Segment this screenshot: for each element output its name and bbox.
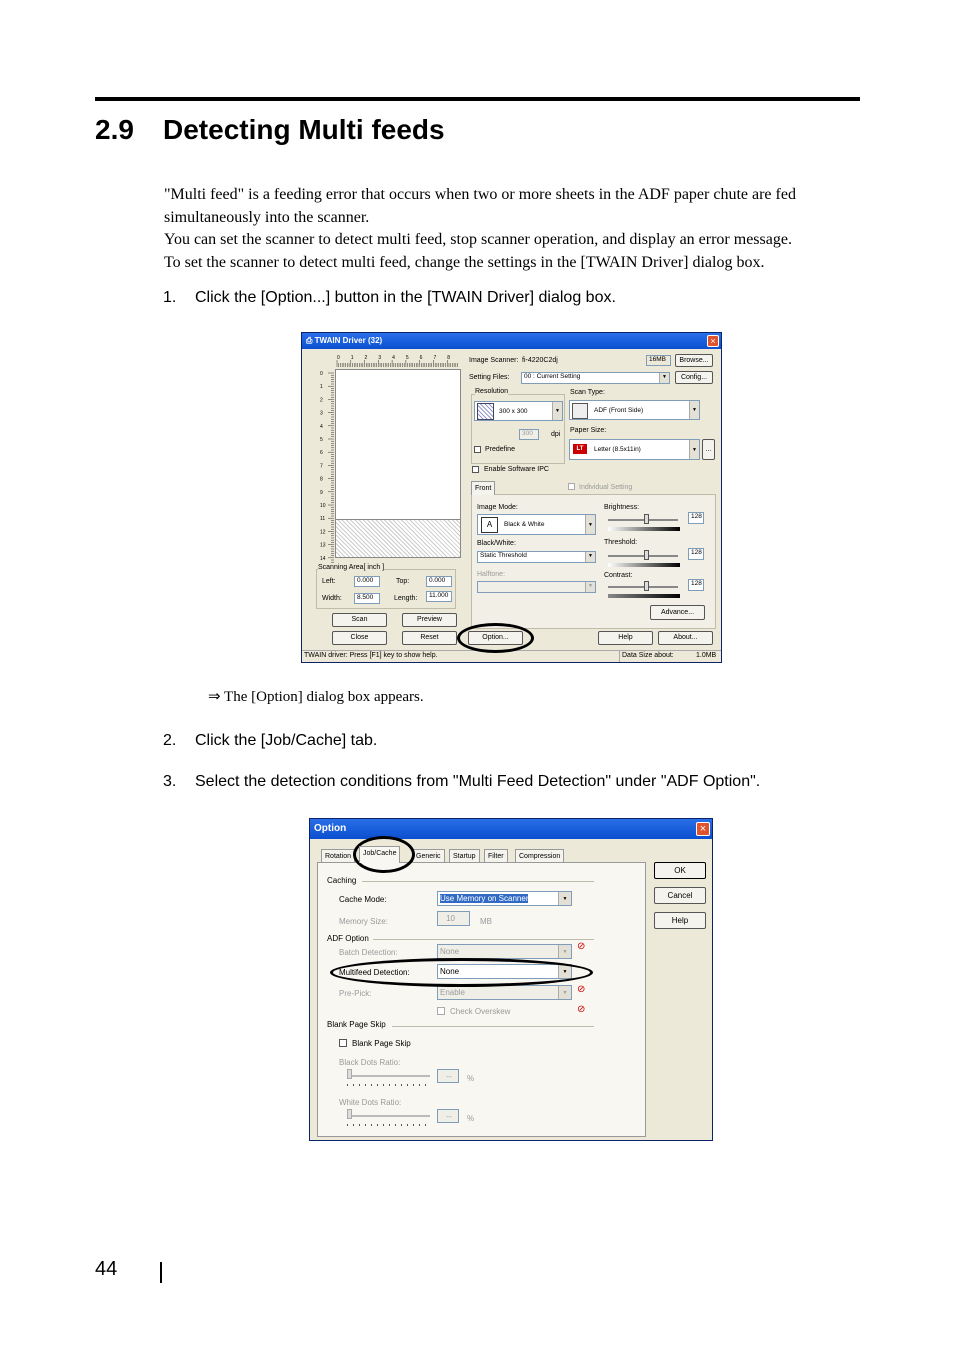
ruler-tick-label: 13 (320, 542, 326, 549)
chevron-down-icon: ▼ (585, 515, 595, 534)
scanning-area-label: Scanning Area[ inch ] (318, 564, 385, 571)
chevron-down-icon: ▼ (585, 552, 595, 562)
help-button[interactable]: Help (598, 631, 653, 645)
brightness-slider-thumb[interactable] (644, 514, 649, 524)
halftone-label: Halftone: (477, 571, 506, 578)
white-dots-label: White Dots Ratio: (339, 1098, 402, 1107)
ruler-tick-label: 11 (320, 516, 326, 523)
tab-job-cache[interactable]: Job/Cache (359, 846, 400, 863)
ruler-horizontal (335, 353, 459, 367)
white-dots-field: -- (437, 1109, 459, 1123)
ruler-tick-label: 8 (447, 355, 451, 361)
resolution-value: 300 x 300 (499, 408, 528, 415)
black-dots-percent: % (467, 1074, 475, 1083)
step-3 (163, 773, 760, 791)
reset-button[interactable]: Reset (402, 631, 457, 645)
data-size-value: 1.0MB (696, 652, 717, 659)
left-field[interactable]: 0.000 (354, 576, 380, 587)
ruler-tick-label: 1 (320, 384, 323, 391)
ruler-vertical (320, 369, 334, 567)
step-text: Select the detection conditions from "Multi Feed Detection" under "ADF Option". (195, 773, 761, 790)
option-button[interactable]: Option... (468, 631, 523, 645)
option-dialog (309, 818, 713, 1141)
threshold-slider-thumb[interactable] (644, 550, 649, 560)
option-title: Option (314, 823, 347, 834)
ruler-tick-label: 12 (320, 529, 326, 536)
intro-line: simultaneously into the scanner. (164, 208, 370, 226)
intro-line: "Multi feed" is a feeding error that occurs when two or more sheets in the ADF paper chute are fed (164, 186, 796, 203)
memory-badge: 16MB (646, 355, 671, 366)
resolution-icon (477, 403, 494, 420)
chevron-down-icon: ▼ (659, 373, 669, 383)
threshold-slider[interactable] (608, 555, 678, 557)
contrast-label: Contrast: (604, 572, 633, 579)
enable-ipc-label: Enable Software IPC (484, 466, 549, 473)
caching-label: Caching (327, 876, 357, 885)
chevron-down-icon: ▼ (558, 892, 571, 905)
contrast-gradient (608, 594, 680, 598)
top-field[interactable]: 0.000 (426, 576, 452, 587)
advance-button[interactable]: Advance... (650, 605, 705, 620)
adf-option-label: ADF Option (327, 934, 369, 943)
paper-more-button[interactable]: ... (702, 439, 715, 460)
width-field[interactable]: 8.500 (354, 593, 380, 604)
step-text: Click the [Option...] button in the [TWAIN Driver] dialog box. (195, 289, 616, 306)
scan-button[interactable]: Scan (332, 613, 387, 627)
enable-ipc-checkbox[interactable] (472, 466, 479, 473)
dpi-field: 300 (519, 429, 539, 440)
cache-mode-select[interactable] (437, 891, 572, 906)
scanning-area-group (316, 569, 456, 609)
setting-files-label: Setting Files: (469, 374, 510, 381)
memory-size-field: 10 (437, 911, 470, 926)
chevron-down-icon: ▼ (558, 986, 571, 999)
scan-type-value: ADF (Front Side) (594, 407, 644, 414)
chevron-down-icon: ▼ (689, 440, 699, 459)
data-size-label: Data Size about: (622, 652, 674, 659)
step-number: 1. (163, 289, 177, 306)
image-mode-value: Black & White (504, 521, 545, 528)
chevron-down-icon: ▼ (552, 402, 562, 420)
predefine-checkbox[interactable] (474, 446, 481, 453)
multifeed-detection-label: Multifeed Detection: (339, 968, 410, 977)
option-titlebar (310, 819, 712, 839)
step-number: 3. (163, 773, 177, 790)
ruler-tick-label: 2 (320, 397, 323, 404)
ruler-tick-label: 7 (320, 463, 323, 470)
memory-size-label: Memory Size: (339, 917, 388, 926)
contrast-slider-thumb[interactable] (644, 581, 649, 591)
highlight-oval-multifeed (330, 958, 593, 987)
preview-area[interactable] (335, 369, 461, 521)
halftone-select (477, 581, 596, 593)
cancel-button[interactable]: Cancel (654, 887, 706, 904)
highlight-oval (457, 623, 534, 653)
ruler-tick-label: 3 (378, 355, 382, 361)
ruler-tick-label: 2 (364, 355, 368, 361)
black-dots-label: Black Dots Ratio: (339, 1058, 401, 1067)
black-dots-slider (347, 1075, 430, 1077)
tab-startup[interactable]: Startup (449, 849, 480, 863)
step-text: Click the [Job/Cache] tab. (195, 732, 378, 749)
section-number: 2.9 (95, 114, 134, 145)
bw-select[interactable] (477, 551, 596, 563)
status-text: TWAIN driver: Press [F1] key to show help. (304, 652, 438, 659)
paper-size-select[interactable] (569, 439, 700, 460)
individual-setting-checkbox (568, 483, 575, 490)
image-scanner-label: Image Scanner: (469, 357, 519, 364)
intro-line: You can set the scanner to detect multi feed, stop scanner operation, and display an error message. (164, 231, 792, 248)
caching-divider (362, 881, 594, 882)
black-dots-slider-thumb (347, 1069, 352, 1079)
twain-titlebar (302, 333, 721, 349)
browse-button[interactable]: Browse... (675, 354, 713, 367)
image-scanner-value: fi-4220C2dj (522, 357, 558, 364)
close-icon[interactable]: × (707, 335, 719, 347)
individual-setting-label: Individual Setting (579, 484, 633, 491)
tab-front[interactable]: Front (471, 481, 495, 495)
ruler-tick-label: 9 (320, 489, 323, 496)
adf-divider (373, 939, 594, 940)
chevron-down-icon: ▼ (689, 401, 699, 419)
batch-detection-value: None (440, 947, 460, 956)
multifeed-detection-value: None (440, 967, 460, 976)
paper-size-label: Paper Size: (570, 427, 607, 434)
scan-type-label: Scan Type: (570, 389, 605, 396)
tab-compression[interactable]: Compression (515, 849, 564, 863)
black-dots-ticks (347, 1084, 430, 1086)
length-field[interactable]: 11.000 (426, 591, 452, 602)
check-overskew-label: Check Overskew (450, 1007, 511, 1016)
threshold-gradient (608, 563, 680, 567)
check-overskew-checkbox (437, 1007, 445, 1015)
step-1 (163, 289, 616, 307)
ruler-tick-label: 6 (320, 450, 323, 457)
preview-button[interactable]: Preview (402, 613, 457, 627)
bw-label: Black/White: (477, 540, 516, 547)
ruler-tick-label: 6 (419, 355, 423, 361)
brightness-field[interactable]: 128 (688, 512, 704, 524)
ruler-tick-label: 4 (320, 423, 323, 430)
letter-icon: LT (573, 444, 587, 454)
setting-files-select[interactable] (521, 372, 670, 384)
white-dots-ticks (347, 1124, 430, 1126)
close-icon[interactable]: × (696, 822, 710, 836)
brightness-slider[interactable] (608, 519, 678, 521)
not-supported-icon: ⊘ (577, 941, 586, 952)
twain-driver-dialog (301, 332, 722, 663)
blank-page-skip-group-label: Blank Page Skip (327, 1020, 386, 1029)
memory-unit: MB (480, 917, 492, 926)
bw-mode-icon: A (481, 517, 498, 533)
black-dots-field: -- (437, 1069, 459, 1083)
out-of-range-area (335, 519, 461, 558)
threshold-field[interactable]: 128 (688, 548, 704, 560)
contrast-field[interactable]: 128 (688, 579, 704, 591)
adf-icon (572, 403, 588, 419)
intro-line: To set the scanner to detect multi feed, change the settings in the [TWAIN Driver] dialog box. (164, 253, 765, 271)
header-rule (95, 97, 860, 101)
cache-mode-value: Use Memory on Scanner (440, 894, 529, 903)
close-button[interactable]: Close (332, 631, 387, 645)
chevron-down-icon: ▼ (585, 582, 595, 592)
bw-value: Static Threshold (480, 552, 527, 559)
image-mode-label: Image Mode: (477, 504, 518, 511)
result-text: ⇒ The [Option] dialog box appears. (208, 689, 424, 705)
not-supported-icon: ⊘ (577, 984, 586, 995)
page-number: 44 (95, 1258, 118, 1280)
ruler-tick-label: 1 (350, 355, 354, 361)
scanner-icon: ⎙ (306, 336, 315, 345)
pre-pick-select (437, 985, 572, 1000)
scan-type-select[interactable] (569, 400, 700, 420)
cache-mode-label: Cache Mode: (339, 895, 387, 904)
status-divider (619, 651, 620, 662)
resolution-label: Resolution (475, 388, 509, 395)
white-dots-percent: % (467, 1114, 475, 1123)
tab-generic[interactable]: Generic (412, 849, 445, 863)
ruler-tick-label: 0 (337, 355, 340, 361)
ruler-tick-label: 3 (320, 410, 323, 417)
ruler-tick-label: 5 (405, 355, 409, 361)
chevron-down-icon: ▼ (558, 965, 571, 978)
blank-page-skip-checkbox[interactable] (339, 1039, 347, 1047)
blank-divider (392, 1026, 594, 1027)
pre-pick-label: Pre-Pick: (339, 989, 372, 998)
brightness-label: Brightness: (604, 504, 640, 511)
width-label: Width: (322, 595, 342, 602)
about-button[interactable]: About... (658, 631, 713, 645)
left-label: Left: (322, 578, 336, 585)
ok-button[interactable]: OK (654, 862, 706, 879)
batch-detection-label: Batch Detection: (339, 948, 398, 957)
length-label: Length: (394, 595, 418, 602)
blank-page-skip-label: Blank Page Skip (352, 1039, 411, 1048)
ruler-tick-label: 4 (392, 355, 395, 361)
help-button[interactable]: Help (654, 912, 706, 929)
contrast-slider[interactable] (608, 586, 678, 588)
predefine-label: Predefine (485, 446, 515, 453)
step-number: 2. (163, 732, 177, 749)
white-dots-slider-thumb (347, 1109, 352, 1119)
section-heading: Detecting Multi feeds (163, 114, 445, 145)
ruler-tick-label: 7 (433, 355, 437, 361)
brightness-gradient (608, 527, 680, 531)
not-supported-icon: ⊘ (577, 1004, 586, 1015)
ruler-tick-label: 5 (320, 437, 323, 443)
setting-files-value: 00 : Current Setting (524, 373, 581, 380)
batch-detection-select (437, 944, 572, 959)
chevron-down-icon: ▼ (558, 945, 571, 958)
page-number-bar (160, 1262, 162, 1283)
twain-title: TWAIN Driver (32) (314, 336, 383, 345)
ruler-tick-label: 10 (320, 503, 326, 509)
dpi-label: dpi (551, 431, 561, 438)
ruler-tick-label: 0 (320, 371, 323, 377)
tab-filter[interactable]: Filter (484, 849, 508, 863)
top-label: Top: (396, 578, 410, 585)
ruler-tick-label: 8 (320, 476, 323, 483)
intro-text (164, 184, 864, 274)
section-title (95, 114, 445, 146)
threshold-label: Threshold: (604, 539, 638, 546)
white-dots-slider (347, 1115, 430, 1117)
paper-size-value: Letter (8.5x11in) (594, 446, 641, 453)
pre-pick-value: Enable (440, 988, 465, 997)
ruler-tick-label: 14 (320, 555, 326, 562)
config-button[interactable]: Config... (675, 371, 713, 384)
tab-rotation[interactable]: Rotation (321, 849, 355, 863)
step-2 (163, 732, 377, 750)
